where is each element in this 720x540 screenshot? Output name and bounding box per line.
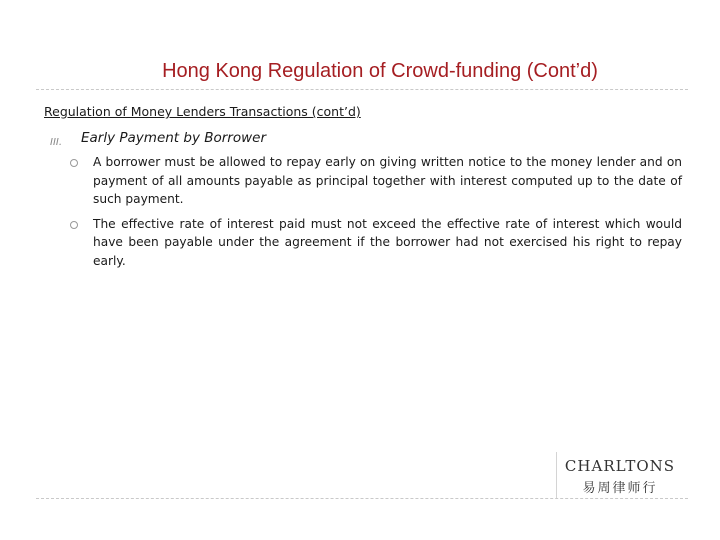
logo-wordmark: CHARLTONS xyxy=(564,457,676,475)
bullet-list xyxy=(70,153,682,276)
list-item-text: The effective rate of interest paid must not exceed the effective rate of interest which would have been payable under the agreement if the borrower had not exercised his right to repay early. xyxy=(93,216,682,268)
title-divider xyxy=(36,89,688,90)
list-marker: III. xyxy=(50,137,63,148)
footer-divider xyxy=(36,498,688,499)
bullet-circle-icon xyxy=(70,221,78,229)
list-item xyxy=(70,153,682,209)
list-item xyxy=(70,215,682,271)
logo-chinese-name: 易周律师行 xyxy=(582,481,658,496)
slide-title: Hong Kong Regulation of Crowd-funding (Cont’d) xyxy=(162,60,598,82)
charltons-logo xyxy=(556,452,683,498)
section-heading: Regulation of Money Lenders Transactions (cont’d) xyxy=(44,104,361,119)
item-heading: Early Payment by Borrower xyxy=(81,130,267,146)
bullet-circle-icon xyxy=(70,159,78,167)
list-item-text: A borrower must be allowed to repay early on giving written notice to the money lender and on payment of all amounts payable as principal together with interest computed up to the date of such payment. xyxy=(93,155,682,206)
